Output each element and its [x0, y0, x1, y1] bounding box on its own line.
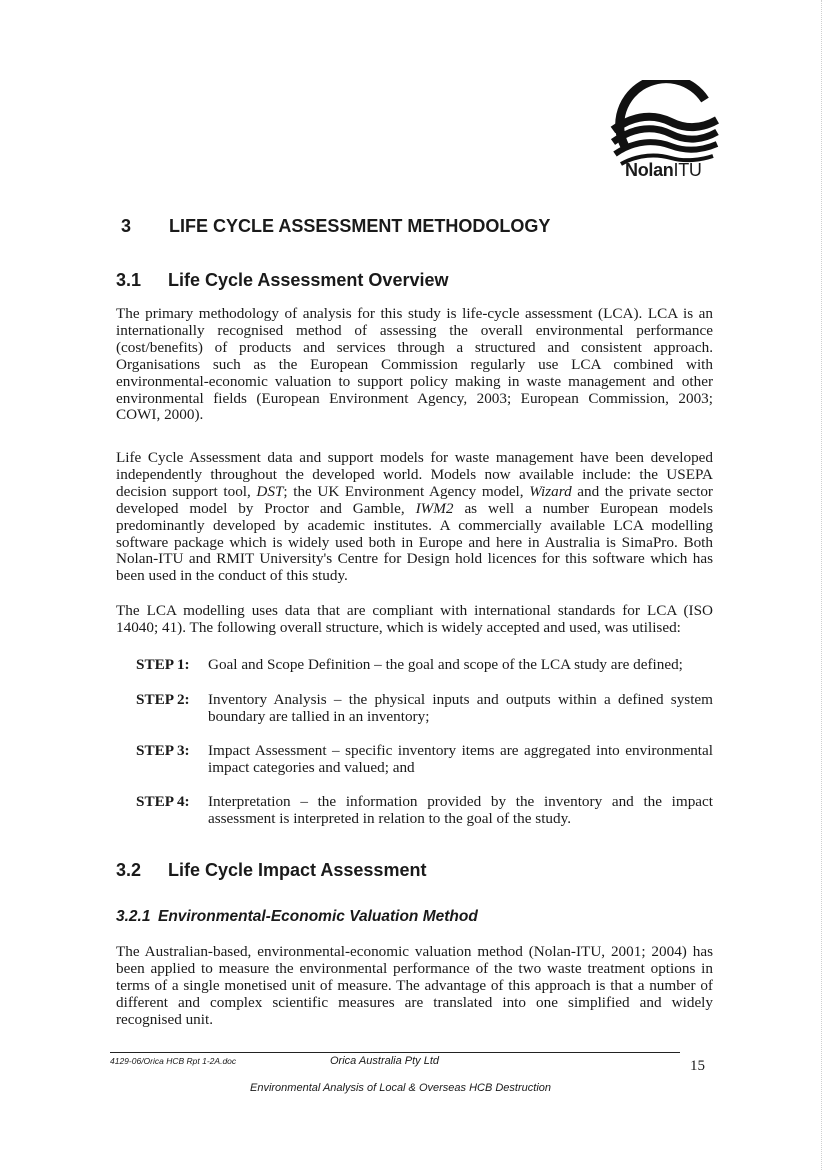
step-text: Interpretation – the information provided by the inventory and the impact assessment is interpreted in relation to the goal of the study. — [208, 793, 713, 827]
logo-wordmark — [625, 160, 702, 181]
paragraph-valuation-method: The Australian-based, environmental-economic valuation method (Nolan-ITU, 2001; 2004) has been applied to measure the environmental performance of the two waste treatment options in terms of a single monetised unit of measure. The advantage of this approach is that a number of different and complex scientific measures are translated into one simplified and widely recognised unit. — [116, 943, 713, 1028]
scan-edge-divider — [820, 0, 822, 1170]
step-item — [136, 692, 713, 726]
logo-text-light: ITU — [673, 160, 702, 180]
section-3-heading — [121, 216, 550, 237]
step-item — [136, 794, 713, 828]
step-text: Inventory Analysis – the physical inputs and outputs within a defined system boundary are tallied in an inventory; — [208, 691, 713, 725]
footer-report-title: Environmental Analysis of Local & Overseas HCB Destruction — [250, 1082, 551, 1094]
page-number: 15 — [690, 1058, 705, 1074]
paragraph-lca-models: Life Cycle Assessment data and support models for waste management have been developed independently throughout the developed world. Models now available include: the USEPA decision support tool, DST; the UK Environment Agency model, Wizard and the private sector developed model by Proctor and Gamble, IWM2 as well a number European models predominantly developed by academic institutes. A commercially available LCA modelling software package which is widely used both in Europe and here in Australia is SimaPro. Both Nolan-ITU and RMIT University's Centre for Design hold licences for this software which has been used in the conduct of this study. — [116, 449, 714, 585]
paragraph-lca-intro: The primary methodology of analysis for this study is life-cycle assessment (LCA). LCA is an internationally recognised method of assessing the overall environmental performance (cost/benefits) of products and services through a structured and consistent approach. Organisations such as the European Commission regularly use LCA combined with environmental-economic valuation to support policy making in waste management and other environmental fields (European Environment Agency, 2003; European Commission, 2003; COWI, 2000). — [116, 305, 713, 424]
section-number: 3.2.1 — [116, 908, 151, 925]
footer-doc-ref: 4129-06/Orica HCB Rpt 1-2A.doc — [110, 1056, 237, 1066]
paragraph-lca-standards: The LCA modelling uses data that are compliant with international standards for LCA (ISO 14040; 41). The following overall structure, which is widely accepted and used, was utilised: — [116, 602, 713, 636]
section-title: LIFE CYCLE ASSESSMENT METHODOLOGY — [169, 216, 551, 236]
section-3-1-heading — [116, 270, 448, 291]
section-title: Life Cycle Impact Assessment — [168, 860, 427, 880]
logo-text-bold: Nolan — [625, 160, 674, 180]
step-item — [136, 743, 713, 777]
step-label: STEP 3: — [136, 742, 190, 759]
section-title: Environmental-Economic Valuation Method — [158, 908, 478, 925]
section-number: 3.1 — [116, 270, 142, 290]
step-text: Impact Assessment – specific inventory items are aggregated into environmental impact categories and valued; and — [208, 742, 713, 776]
section-number: 3 — [121, 216, 132, 236]
step-text: Goal and Scope Definition – the goal and scope of the LCA study are defined; — [208, 656, 683, 673]
footer-company: Orica Australia Pty Ltd — [330, 1055, 440, 1067]
step-label: STEP 4: — [136, 793, 190, 810]
section-3-2-1-heading — [116, 908, 478, 926]
section-3-2-heading — [116, 860, 426, 881]
section-number: 3.2 — [116, 860, 142, 880]
step-label: STEP 1: — [136, 656, 190, 673]
footer-rule — [110, 1052, 680, 1053]
step-label: STEP 2: — [136, 691, 190, 708]
step-item — [136, 657, 713, 674]
section-title: Life Cycle Assessment Overview — [168, 270, 449, 290]
